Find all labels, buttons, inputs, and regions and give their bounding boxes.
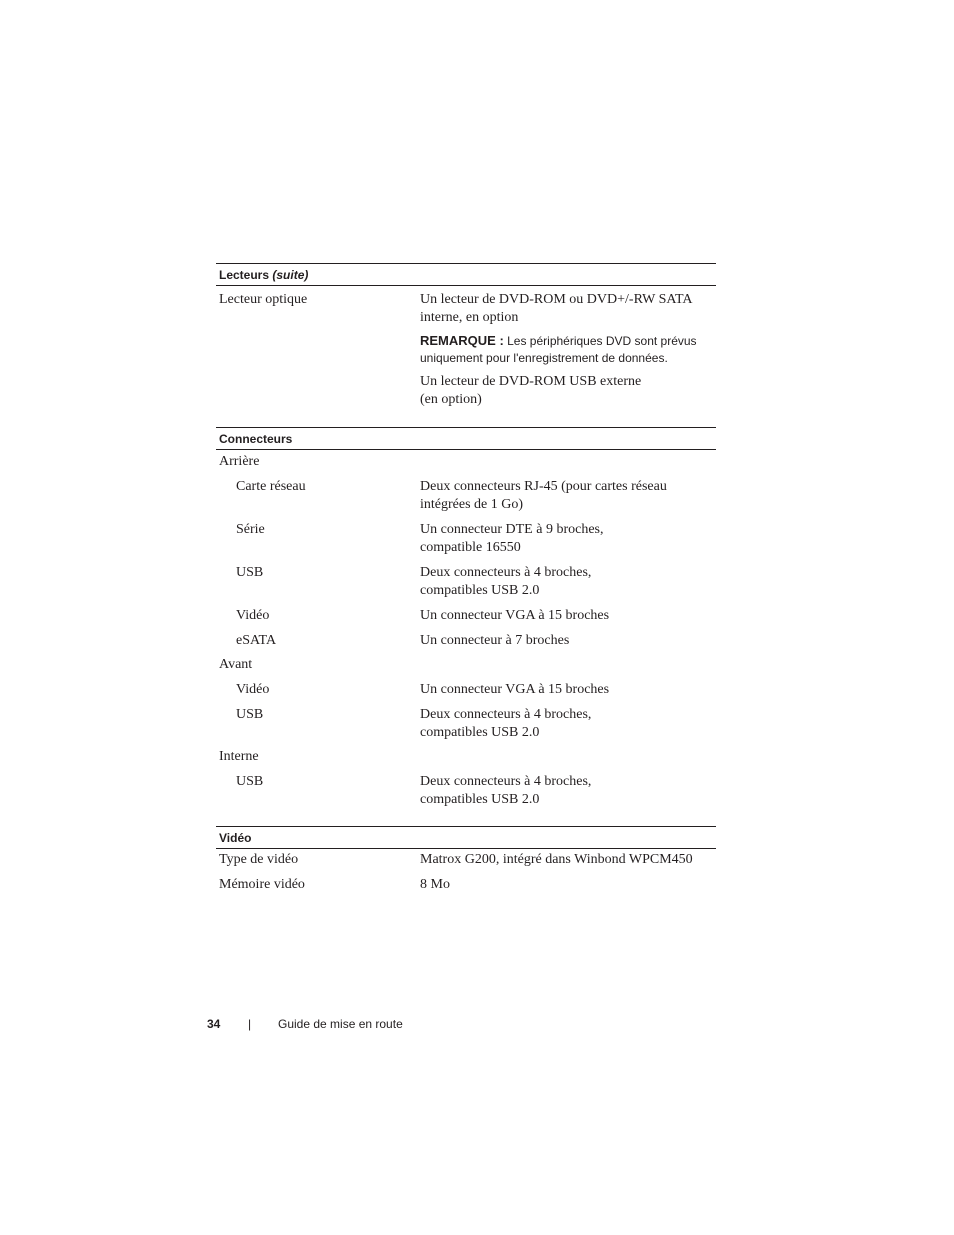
value-line: Un lecteur de DVD-ROM ou DVD+/-RW SATA xyxy=(420,292,693,307)
spec-label: Lecteur optique xyxy=(219,292,308,307)
value-line: intégrées de 1 Go) xyxy=(420,497,524,512)
spec-label: Carte réseau xyxy=(236,479,306,494)
value-line: Deux connecteurs RJ-45 (pour cartes réseau xyxy=(420,479,667,494)
spec-label: USB xyxy=(236,774,264,789)
section-header-lecteurs xyxy=(216,263,716,286)
section-header-video xyxy=(216,826,716,849)
note-label: REMARQUE : xyxy=(420,333,504,348)
value-line: Un lecteur de DVD-ROM USB externe xyxy=(420,374,642,389)
group-avant: Avant xyxy=(219,657,253,672)
spec-label: Vidéo xyxy=(236,608,270,623)
value-line: Deux connecteurs à 4 broches, xyxy=(420,774,592,789)
spec-value xyxy=(420,478,716,514)
spec-value xyxy=(420,521,716,557)
spec-row-usb-avant xyxy=(216,706,716,742)
spec-row-serie xyxy=(216,521,716,557)
section-title: Vidéo xyxy=(219,831,252,845)
spec-row-esata xyxy=(216,632,716,650)
spec-row-usb-interne xyxy=(216,773,716,809)
page-number: 34 xyxy=(207,1017,221,1031)
section-header-connecteurs xyxy=(216,427,716,450)
value-line: Deux connecteurs à 4 broches, xyxy=(420,707,592,722)
spec-row-carte-reseau xyxy=(216,478,716,514)
spec-label: USB xyxy=(236,707,264,722)
spec-row-video-arriere xyxy=(216,607,716,625)
note-text: uniquement pour l'enregistrement de données. xyxy=(420,351,668,365)
note-text: Les périphériques DVD sont prévus xyxy=(507,334,697,348)
value-line: (en option) xyxy=(420,392,482,407)
spec-label: Série xyxy=(236,522,265,537)
footer-title: Guide de mise en route xyxy=(278,1017,403,1031)
value-line: Un connecteur DTE à 9 broches, xyxy=(420,522,604,537)
footer-separator: | xyxy=(248,1017,252,1031)
spec-row-video-avant xyxy=(216,681,716,699)
spec-label: Type de vidéo xyxy=(219,852,299,867)
spec-row-usb-arriere xyxy=(216,564,716,600)
spec-value xyxy=(420,564,716,600)
value-line: compatible 16550 xyxy=(420,540,521,555)
spec-value xyxy=(420,706,716,742)
spec-value: Un connecteur VGA à 15 broches xyxy=(420,608,610,623)
spec-value: Matrox G200, intégré dans Winbond WPCM450 xyxy=(420,852,693,867)
spec-row-optical xyxy=(216,291,716,409)
spec-value: 8 Mo xyxy=(420,877,450,892)
spec-table xyxy=(216,263,716,894)
section-title: Connecteurs xyxy=(219,432,293,446)
value-line: compatibles USB 2.0 xyxy=(420,725,540,740)
spec-row-memoire-video xyxy=(216,876,716,894)
spec-value xyxy=(420,773,716,809)
spec-value: Un connecteur VGA à 15 broches xyxy=(420,682,610,697)
spec-value xyxy=(420,291,716,409)
value-line: compatibles USB 2.0 xyxy=(420,583,540,598)
group-interne: Interne xyxy=(219,749,259,764)
spec-label: eSATA xyxy=(236,633,277,648)
group-arriere: Arrière xyxy=(219,454,260,469)
spec-label: Vidéo xyxy=(236,682,270,697)
note xyxy=(420,332,716,367)
spec-label: Mémoire vidéo xyxy=(219,877,305,892)
value-line: compatibles USB 2.0 xyxy=(420,792,540,807)
section-title: Lecteurs xyxy=(219,268,270,282)
spec-row-type-video xyxy=(216,851,716,869)
spec-value: Un connecteur à 7 broches xyxy=(420,633,570,648)
spec-label: USB xyxy=(236,565,264,580)
value-line: interne, en option xyxy=(420,310,519,325)
value-line: Deux connecteurs à 4 broches, xyxy=(420,565,592,580)
section-suffix: (suite) xyxy=(272,268,309,282)
